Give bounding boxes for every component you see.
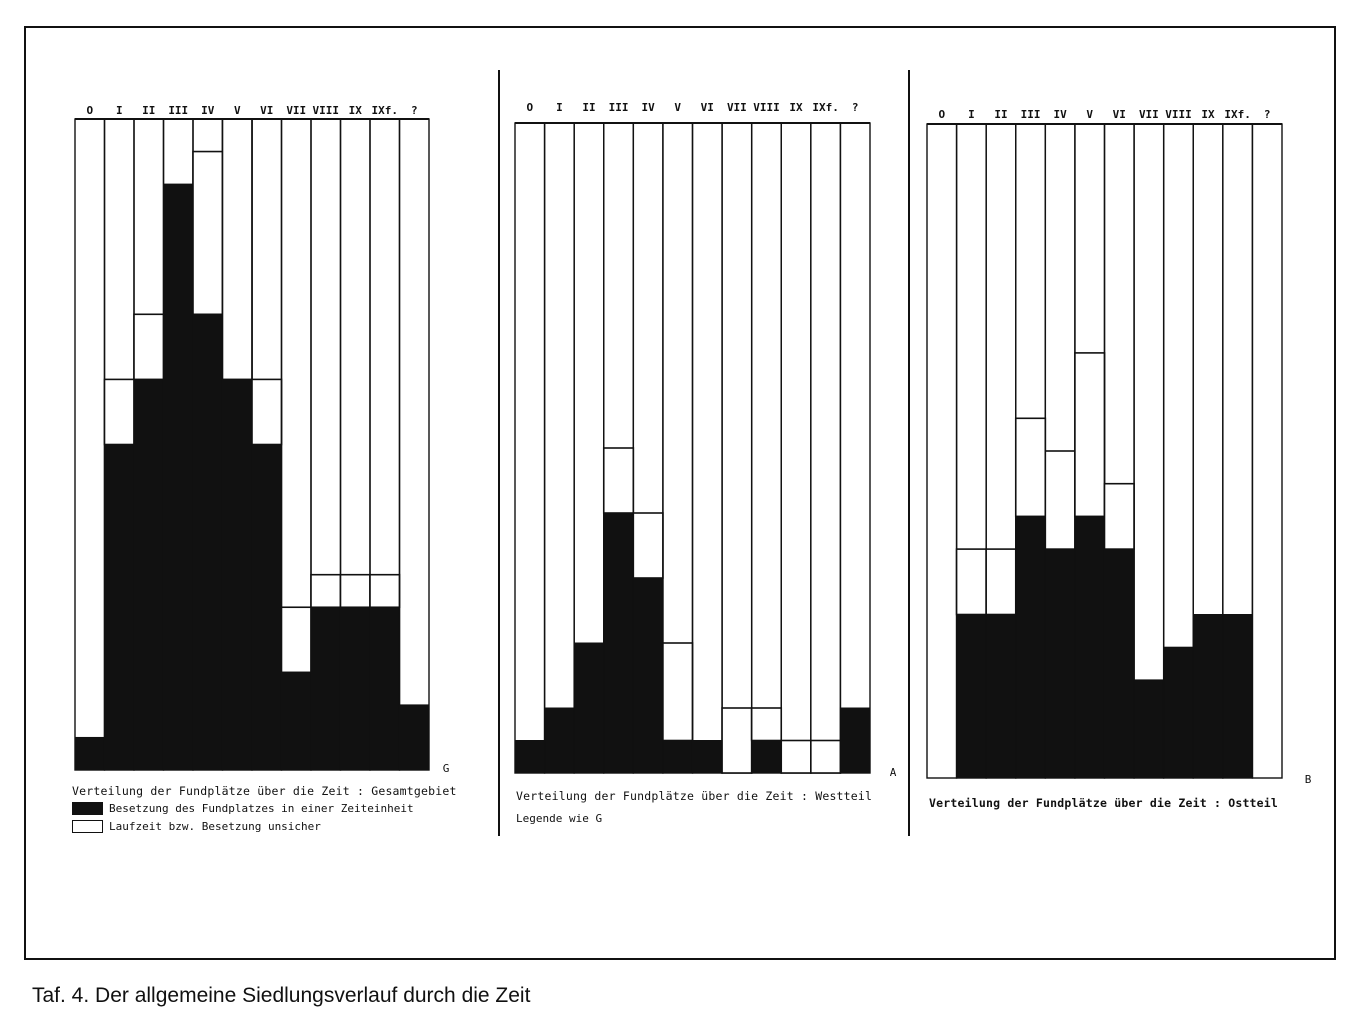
tick-label-b-12: ? [1263, 108, 1271, 121]
column-a-12 [840, 123, 870, 773]
bar-uncertain-g-8 [282, 607, 312, 672]
bar-uncertain-g-6 [223, 119, 253, 379]
panel-letter-a: A [889, 766, 897, 779]
bar-uncertain-g-3 [134, 314, 164, 379]
bar-occupied-b-3 [986, 615, 1016, 779]
tick-label-a-7: VI [700, 101, 714, 114]
tick-label-a-1: O [526, 101, 534, 114]
bar-occupied-a-4 [604, 513, 634, 773]
bar-uncertain-g-11 [370, 575, 400, 608]
tick-label-a-4: III [608, 101, 629, 114]
tick-label-g-5: IV [201, 104, 215, 117]
column-a-2 [545, 123, 575, 773]
bar-occupied-b-8 [1134, 680, 1164, 778]
bar-occupied-b-2 [957, 615, 987, 779]
tick-label-b-10: IX [1201, 108, 1215, 121]
bar-occupied-g-7 [252, 445, 282, 771]
tick-label-b-5: IV [1053, 108, 1067, 121]
legend-swatch-black [72, 802, 103, 815]
bar-occupied-a-2 [545, 708, 575, 773]
tick-label-g-10: IX [348, 104, 362, 117]
bar-occupied-b-6 [1075, 516, 1105, 778]
bar-occupied-g-5 [193, 314, 223, 770]
bar-occupied-a-5 [633, 578, 663, 773]
tick-label-g-12: ? [410, 104, 418, 117]
tick-label-g-11: IXf. [371, 104, 398, 117]
column-a-11 [811, 123, 841, 773]
bar-occupied-g-11 [370, 607, 400, 770]
bar-uncertain-g-7 [252, 379, 282, 444]
bar-occupied-a-12 [840, 708, 870, 773]
chart-title-g: Verteilung der Fundplätze über die Zeit : Gesamtgebiet [72, 784, 457, 798]
column-a-7 [693, 123, 723, 773]
bar-occupied-g-1 [75, 737, 105, 770]
bar-uncertain-b-6 [1075, 353, 1105, 517]
bar-occupied-g-9 [311, 607, 341, 770]
bar-uncertain-g-9 [311, 575, 341, 608]
chart-note-a: Legende wie G [516, 812, 603, 825]
bar-uncertain-b-5 [1045, 451, 1075, 549]
legend-item-uncertain [72, 820, 321, 833]
tick-label-a-12: ? [851, 101, 859, 114]
tick-label-g-3: II [142, 104, 156, 117]
panel-letter-g: G [442, 762, 450, 775]
bar-uncertain-g-10 [341, 575, 371, 608]
bar-uncertain-b-4 [1016, 418, 1046, 516]
tick-label-a-5: IV [641, 101, 655, 114]
bar-occupied-b-10 [1193, 615, 1223, 779]
bar-occupied-a-7 [693, 741, 723, 774]
figure-caption: Taf. 4. Der allgemeine Siedlungsverlauf durch die Zeit [32, 984, 531, 1007]
tick-label-a-11: IXf. [812, 101, 839, 114]
bar-uncertain-a-9 [752, 708, 782, 741]
legend-swatch-white [72, 820, 103, 833]
tick-label-b-4: III [1020, 108, 1041, 121]
chart-title-b: Verteilung der Fundplätze über die Zeit : Ostteil [929, 796, 1279, 810]
bar-uncertain-b-2 [957, 549, 987, 614]
chart-title-a: Verteilung der Fundplätze über die Zeit : Westteil [516, 789, 873, 803]
column-b-12 [1252, 124, 1282, 778]
bar-occupied-a-9 [752, 741, 782, 774]
bar-uncertain-a-6 [663, 643, 693, 741]
tick-label-g-4: III [168, 104, 189, 117]
bar-occupied-g-2 [105, 445, 135, 771]
bar-occupied-b-4 [1016, 516, 1046, 778]
legend-label-occupied: Besetzung des Fundplatzes in einer Zeiteinheit [109, 802, 414, 815]
column-a-8 [722, 123, 752, 773]
tick-label-b-3: II [994, 108, 1008, 121]
bar-uncertain-b-3 [986, 549, 1016, 614]
bar-occupied-g-3 [134, 379, 164, 770]
tick-label-b-7: VI [1112, 108, 1126, 121]
tick-label-a-6: V [674, 101, 682, 114]
bar-occupied-a-3 [574, 643, 604, 773]
tick-label-g-2: I [115, 104, 123, 117]
bar-uncertain-a-4 [604, 448, 634, 513]
bar-occupied-g-10 [341, 607, 371, 770]
bar-uncertain-g-5 [193, 152, 223, 315]
legend-item-occupied [72, 802, 414, 815]
tick-label-a-9: VIII [753, 101, 780, 114]
bar-occupied-b-11 [1223, 615, 1253, 779]
panel-separator-2 [908, 70, 910, 836]
column-g-12 [400, 119, 430, 770]
bar-occupied-g-4 [164, 184, 194, 770]
panel-letter-b: B [1304, 773, 1312, 786]
column-a-10 [781, 123, 811, 773]
panel-separator-1 [498, 70, 500, 836]
bar-uncertain-a-11 [811, 741, 841, 774]
bar-occupied-a-1 [515, 741, 545, 774]
bar-occupied-g-6 [223, 379, 253, 770]
tick-label-b-6: V [1086, 108, 1094, 121]
tick-label-g-1: O [86, 104, 94, 117]
column-a-9 [752, 123, 782, 773]
tick-label-g-7: VI [260, 104, 274, 117]
bar-uncertain-a-10 [781, 741, 811, 774]
tick-label-g-6: V [233, 104, 241, 117]
tick-label-b-8: VII [1138, 108, 1159, 121]
tick-label-a-8: VII [726, 101, 747, 114]
tick-label-a-10: IX [789, 101, 803, 114]
tick-label-b-1: O [938, 108, 946, 121]
tick-label-g-9: VIII [312, 104, 339, 117]
tick-label-b-9: VIII [1165, 108, 1192, 121]
tick-label-b-11: IXf. [1224, 108, 1251, 121]
tick-label-b-2: I [968, 108, 975, 121]
column-g-1 [75, 119, 105, 770]
bar-uncertain-a-5 [633, 513, 663, 578]
tick-label-g-8: VII [286, 104, 307, 117]
legend-label-uncertain: Laufzeit bzw. Besetzung unsicher [109, 820, 321, 833]
bar-occupied-b-7 [1105, 549, 1135, 778]
bar-occupied-g-8 [282, 672, 312, 770]
column-a-1 [515, 123, 545, 773]
bar-uncertain-b-7 [1105, 484, 1135, 549]
column-b-1 [927, 124, 957, 778]
tick-label-a-2: I [556, 101, 563, 114]
bar-occupied-a-6 [663, 741, 693, 774]
bar-uncertain-a-8 [722, 708, 752, 773]
bar-occupied-b-9 [1164, 647, 1194, 778]
bar-occupied-g-12 [400, 705, 430, 770]
tick-label-a-3: II [582, 101, 596, 114]
bar-uncertain-g-2 [105, 379, 135, 444]
bar-occupied-b-5 [1045, 549, 1075, 778]
